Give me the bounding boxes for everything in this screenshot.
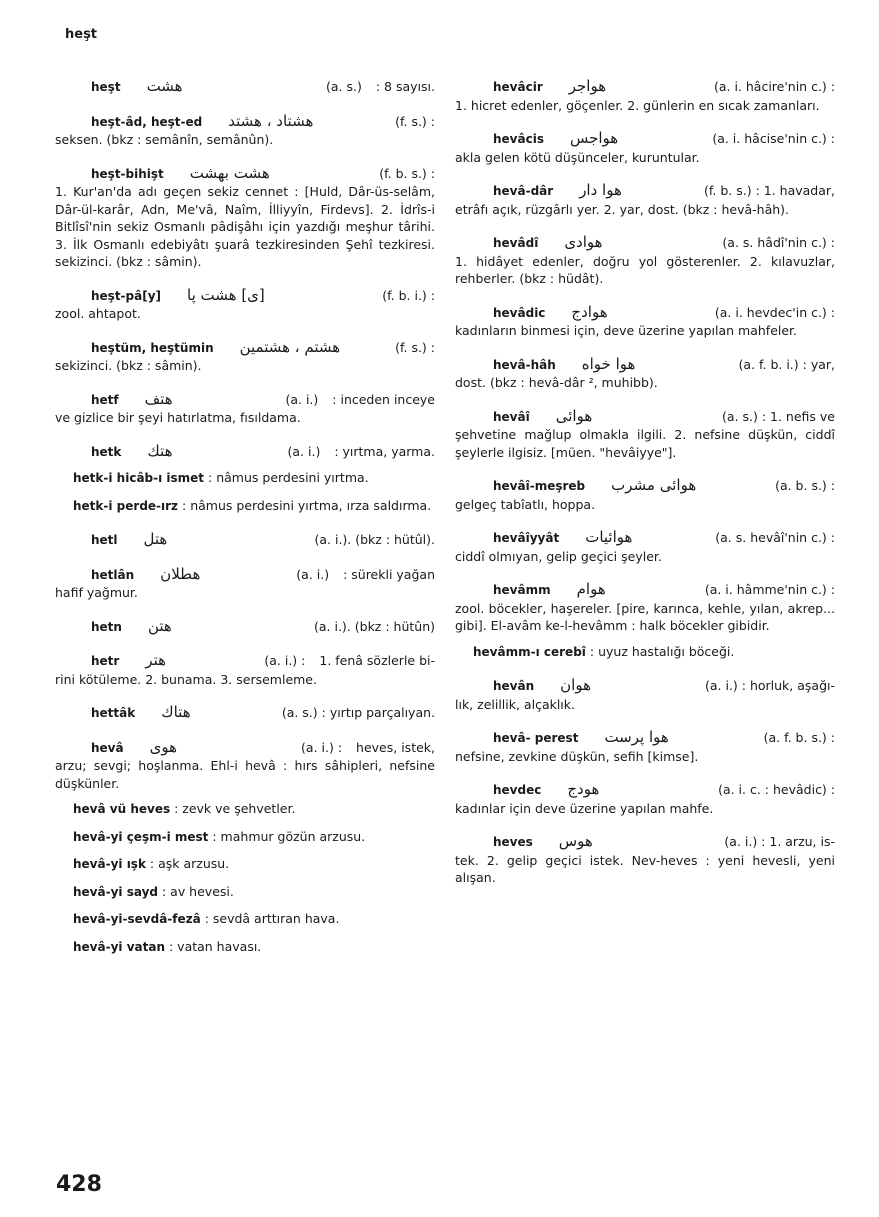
- dictionary-entry: [55, 652, 435, 688]
- grammar-label: (a. i.): [287, 443, 321, 459]
- grammar-label: (a. i. hâcise'nin c.) :: [712, 131, 835, 146]
- arabic-script: هطلان: [160, 564, 201, 583]
- headword: hevâ: [91, 740, 124, 755]
- headword: heşt-bihişt: [91, 166, 164, 181]
- dictionary-entry: [455, 781, 835, 817]
- sub-headword: hevâmm-ı cerebî: [473, 644, 586, 659]
- definition: tek. 2. gelip geçici istek. Nev-heves : yeni hevesli, yeni alışan.: [455, 852, 835, 885]
- dictionary-entry: [455, 529, 835, 565]
- sub-definition: : vatan havası.: [168, 938, 262, 954]
- sub-headword: hevâ-yi çeşm-i mest: [73, 829, 209, 844]
- entry-head: [455, 356, 835, 375]
- grammar-label: (a. i.): [285, 391, 319, 407]
- sub-headword: hevâ-yi-sevdâ-fezâ: [73, 912, 201, 926]
- arabic-script: هوادى: [564, 233, 603, 251]
- grammar-label: (a. s.): [326, 79, 362, 94]
- grammar-label: (f. b. s.) : 1. havadar,: [704, 183, 835, 198]
- headword: heşt-âd, heşt-ed: [91, 114, 203, 129]
- headword: hevâî: [493, 409, 530, 424]
- arabic-script: هوا خواه: [581, 354, 636, 373]
- dictionary-entry: [455, 729, 835, 765]
- entry-head: [55, 652, 435, 671]
- dictionary-entry: [455, 581, 835, 661]
- headword: heşt: [91, 80, 121, 94]
- entry-head: [455, 130, 835, 149]
- grammar-label: (a. i.) : horluk, aşağı-: [704, 678, 835, 693]
- arabic-script: هوس: [558, 832, 593, 850]
- entry-head: [55, 113, 435, 132]
- headword: hetf: [91, 392, 119, 407]
- entry-head: [55, 739, 435, 758]
- definition-start: : yırtma, yarma.: [334, 443, 435, 459]
- arabic-script: هوام: [576, 580, 606, 598]
- arabic-script: هوا دار: [579, 181, 622, 199]
- sub-definition: : nâmus perdesini yırtma.: [208, 470, 369, 485]
- grammar-label: (f. s.) :: [395, 113, 435, 129]
- entry-head: [55, 339, 435, 358]
- sub-entry: [455, 643, 835, 662]
- sub-entry: [55, 938, 435, 957]
- definition: 1. hidâyet edenler, doğru yol gösterenler. 2. kılavuzlar, rehberler. (bkz : hüdât).: [455, 253, 835, 286]
- page-number: 428: [56, 1172, 102, 1197]
- definition-start: : sürekli yağan: [343, 566, 435, 582]
- grammar-label: (a. i.). (bkz : hütûl).: [314, 532, 435, 547]
- headword: heves: [493, 835, 533, 849]
- entry-head: [455, 304, 835, 323]
- arabic-script: [ى] هشت پا: [187, 285, 265, 304]
- headword: hetr: [91, 654, 120, 668]
- headword: hevâ-dâr: [493, 184, 554, 198]
- dictionary-entry: [55, 339, 435, 375]
- headword: hetk: [91, 444, 122, 459]
- sub-definition: : mahmur gözün arzusu.: [212, 828, 366, 844]
- dictionary-entry: [455, 182, 835, 218]
- entry-head: [55, 78, 435, 97]
- definition-start: : inceden inceye: [332, 391, 435, 407]
- sub-entry: [55, 469, 435, 488]
- sub-definition: : nâmus perdesini yırtma, ırza saldırma.: [182, 497, 432, 513]
- arabic-script: هشتاد ، هشتد: [228, 111, 314, 130]
- definition: zool. böcekler, haşereler. [pire, karınca, kehle, yılan, akrep... gibi]. El-avâm ke-l-hevâmm : halk böcekler gibidir.: [455, 600, 835, 633]
- dictionary-entry: [55, 113, 435, 149]
- definition: nefsine, zevkine düşkün, sefih [kimse].: [455, 748, 699, 764]
- dictionary-entry: [455, 356, 835, 392]
- dictionary-entry: [55, 443, 435, 516]
- definition: ciddî olmıyan, gelip geçici şeyler.: [455, 548, 662, 564]
- headword: hevâmm: [493, 583, 551, 597]
- entry-head: [455, 581, 835, 600]
- dictionary-entry: [455, 130, 835, 166]
- grammar-label: (a. s. hevâî'nin c.) :: [715, 530, 835, 545]
- arabic-script: هوى: [149, 737, 178, 756]
- grammar-label: (a. i.) : 1. arzu, is-: [724, 834, 835, 849]
- grammar-label: (a. i.) :: [301, 739, 343, 755]
- headword: hetl: [91, 533, 118, 547]
- entry-head: [55, 287, 435, 306]
- dictionary-entry: [55, 391, 435, 427]
- sub-headword: hevâ-yi vatan: [73, 939, 165, 954]
- entry-head: [455, 78, 835, 97]
- arabic-script: هتر: [145, 651, 167, 669]
- sub-entry: [55, 828, 435, 847]
- definition-start: : 8 sayısı.: [375, 79, 435, 94]
- grammar-label: (a. i.) :: [264, 653, 306, 668]
- entry-head: [455, 729, 835, 748]
- definition: sekizinci. (bkz : sâmin).: [55, 358, 202, 373]
- sub-headword: hevâ vü heves: [73, 802, 171, 816]
- grammar-label: (f. s.) :: [395, 339, 435, 355]
- definition: dost. (bkz : hevâ-dâr ², muhibb).: [455, 375, 658, 390]
- entry-head: [55, 391, 435, 410]
- grammar-label: (a. s. hâdî'nin c.) :: [722, 235, 835, 250]
- dictionary-entry: [55, 566, 435, 602]
- dictionary-entry: [455, 477, 835, 513]
- definition: arzu; sevgi; hoşlanma. Ehl-i hevâ : hırs sâhipleri, nefsine düşkünler.: [55, 758, 435, 791]
- dictionary-entry: [455, 408, 835, 462]
- arabic-script: هتل: [143, 530, 168, 548]
- headword: hevâ-hâh: [493, 357, 556, 372]
- definition: şehvetine mağlup olmakla ilgili. 2. nefsine düşkün, ciddî şeylerle ilgisiz. [müen. "hevâiyye"].: [455, 427, 835, 460]
- entry-head: [455, 781, 835, 800]
- arabic-script: هوان: [560, 676, 591, 694]
- entry-head: [55, 618, 435, 637]
- grammar-label: (f. b. s.) :: [379, 165, 435, 181]
- dictionary-entry: [455, 234, 835, 288]
- sub-entry: [55, 883, 435, 902]
- sub-definition: : zevk ve şehvetler.: [174, 801, 296, 816]
- dictionary-entry: [55, 165, 435, 271]
- definition: ve gizlice bir şeyi hatırlatma, fısıldama.: [55, 410, 301, 425]
- entry-head: [55, 704, 435, 723]
- arabic-script: هودج: [567, 780, 600, 798]
- arabic-script: هوادج: [571, 302, 608, 321]
- grammar-label: (a. i.). (bkz : hütûn): [314, 618, 435, 634]
- grammar-label: (a. s.) : 1. nefis ve: [722, 408, 835, 424]
- headword: hevâî-meşreb: [493, 479, 586, 493]
- arabic-script: هتاك: [161, 703, 191, 721]
- sub-entry: [55, 497, 435, 516]
- grammar-label: (a. b. s.) :: [775, 478, 835, 493]
- dictionary-entry: [55, 618, 435, 637]
- grammar-label: (a. f. b. s.) :: [763, 730, 835, 745]
- headword: heşt-pâ[y]: [91, 288, 162, 303]
- dictionary-entry: [455, 304, 835, 340]
- headword: hetn: [91, 619, 122, 634]
- definition: seksen. (bkz : semânîn, semânûn).: [55, 132, 274, 147]
- dictionary-entry: [55, 704, 435, 723]
- entry-head: [455, 529, 835, 548]
- entry-head: [455, 234, 835, 253]
- headword: hevân: [493, 679, 535, 693]
- definition: lık, zelillik, alçaklık.: [455, 696, 575, 712]
- arabic-script: هتن: [147, 616, 172, 635]
- sub-definition: : uyuz hastalığı böceği.: [589, 643, 735, 659]
- headword: hevâdî: [493, 236, 539, 250]
- definition-start: 1. fenâ sözlerle bi-: [319, 653, 435, 668]
- grammar-label: (a. i. hâmme'nin c.) :: [704, 582, 835, 597]
- arabic-script: هوائى مشرب: [611, 476, 697, 494]
- arabic-script: هوائيات: [585, 528, 633, 546]
- dictionary-entry: [455, 677, 835, 713]
- arabic-script: هشتم ، هشتمين: [239, 337, 341, 356]
- entry-head: [55, 165, 435, 184]
- dictionary-entry: [455, 833, 835, 887]
- definition: kadınların binmesi için, deve üzerine yapılan mahfeler.: [455, 323, 798, 338]
- arabic-script: هتك: [147, 441, 173, 460]
- definition: hafif yağmur.: [55, 585, 138, 600]
- entry-head: [455, 833, 835, 852]
- dictionary-entry: [55, 78, 435, 97]
- entry-head: [455, 677, 835, 696]
- entry-head: [455, 477, 835, 496]
- arabic-script: هواجر: [568, 77, 607, 95]
- arabic-script: هشت: [146, 77, 183, 95]
- headword: hevdec: [493, 783, 542, 797]
- entry-head: [55, 531, 435, 550]
- entry-head: [55, 566, 435, 585]
- headword: hevâ- perest: [493, 731, 579, 745]
- sub-entry: [55, 800, 435, 819]
- sub-headword: hevâ-yi ışk: [73, 857, 146, 871]
- definition: 1. Kur'an'da adı geçen sekiz cennet : [Huld, Dâr-üs-selâm, Dâr-ül-karâr, Adn, Me'vâ, Naîm, İlliyyîn, Firdevs]. 2. İdrîs-i Bitlîsî'nin sekiz Osmanlı pâdişâhı için yazdığı meşhur târihi. 3. İlk Osmanlı edebiyâtı şuarâ tezkiresinden Şehî tezkiresi. sekizinci. (bkz : sâmin).: [55, 184, 435, 269]
- sub-headword: hetk-i hicâb-ı ismet: [73, 471, 205, 485]
- entry-head: [455, 182, 835, 201]
- arabic-script: هوا پرست: [604, 728, 669, 746]
- definition: kadınlar için deve üzerine yapılan mahfe.: [455, 800, 714, 816]
- headword: hevâdic: [493, 305, 546, 320]
- headword: hevâcir: [493, 80, 543, 94]
- running-head: heşt: [65, 27, 98, 42]
- grammar-label: (a. s.) : yırtıp parçalıyan.: [281, 705, 435, 720]
- dictionary-entry: [455, 78, 835, 114]
- sub-entry: [55, 910, 435, 929]
- grammar-label: (a. f. b. i.) : yar,: [738, 356, 835, 372]
- grammar-label: (f. b. i.) :: [382, 287, 435, 303]
- headword: hevâîyyât: [493, 531, 560, 545]
- entry-head: [455, 408, 835, 427]
- grammar-label: (a. i. hâcire'nin c.) :: [713, 79, 835, 94]
- left-column: [55, 78, 435, 972]
- arabic-script: هواجس: [569, 129, 619, 147]
- grammar-label: (a. i.): [296, 566, 330, 582]
- dictionary-entry: [55, 287, 435, 323]
- headword: hevâcis: [493, 132, 544, 146]
- definition: zool. ahtapot.: [55, 306, 141, 321]
- entry-head: [55, 443, 435, 462]
- sub-headword: hetk-i perde-ırz: [73, 498, 179, 513]
- definition: akla gelen kötü düşünceler, kuruntular.: [455, 149, 700, 165]
- definition: gelgeç tabîatlı, hoppa.: [455, 496, 596, 512]
- definition: etrâfı açık, rüzgârlı yer. 2. yar, dost. (bkz : hevâ-hâh).: [455, 201, 790, 217]
- grammar-label: (a. i. hevdec'in c.) :: [714, 304, 835, 320]
- dictionary-entry: [55, 739, 435, 957]
- sub-definition: : sevdâ arttıran hava.: [204, 911, 340, 926]
- definition: rini kötüleme. 2. bunama. 3. sersemleme.: [55, 671, 317, 687]
- arabic-script: هوائى: [555, 406, 593, 425]
- headword: heştüm, heştümin: [91, 340, 214, 355]
- headword: hetlân: [91, 567, 135, 582]
- headword: hettâk: [91, 706, 136, 720]
- definition-start: heves, istek,: [356, 739, 435, 755]
- sub-headword: hevâ-yi sayd: [73, 884, 158, 899]
- sub-definition: : av hevesi.: [161, 883, 234, 899]
- sub-definition: : aşk arzusu.: [149, 856, 230, 871]
- dictionary-entry: [55, 531, 435, 550]
- right-column: [455, 78, 835, 903]
- sub-entry: [55, 855, 435, 874]
- grammar-label: (a. i. c. : hevâdic) :: [718, 782, 835, 797]
- arabic-script: هتف: [144, 389, 173, 408]
- definition: 1. hicret edenler, göçenler. 2. günlerin en sıcak zamanları.: [455, 97, 820, 113]
- arabic-script: هشت بهشت: [189, 163, 270, 182]
